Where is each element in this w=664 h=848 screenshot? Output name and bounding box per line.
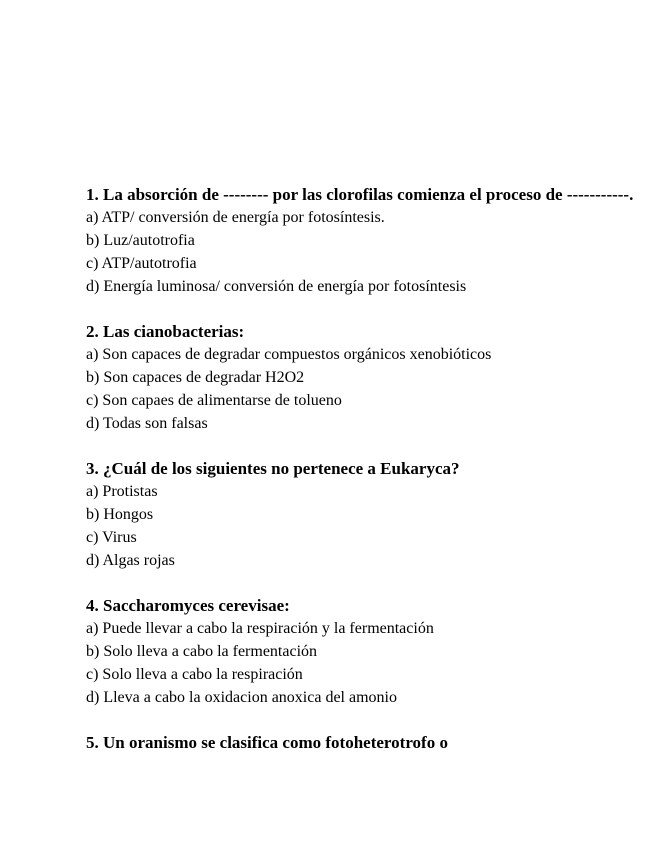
document-page xyxy=(86,183,646,776)
question-3 xyxy=(86,457,646,572)
question-1 xyxy=(86,183,646,298)
question-title: 1. La absorción de -------- por las clorofilas comienza el proceso de -----------. xyxy=(86,185,634,204)
answer-option: c) Solo lleva a cabo la respiración xyxy=(86,666,303,683)
question-4 xyxy=(86,594,646,709)
answer-option: c) Son capaes de alimentarse de tolueno xyxy=(86,392,342,409)
answer-option: c) Virus xyxy=(86,529,137,546)
answer-option: b) Solo lleva a cabo la fermentación xyxy=(86,643,318,660)
answer-option: b) Hongos xyxy=(86,506,154,523)
answer-option: b) Luz/autotrofia xyxy=(86,232,195,249)
answer-option: d) Lleva a cabo la oxidacion anoxica del amonio xyxy=(86,689,397,706)
question-title: 5. Un oranismo se clasifica como fotoheterotrofo o xyxy=(86,733,448,752)
answer-option: a) Puede llevar a cabo la respiración y la fermentación xyxy=(86,620,434,637)
question-title: 2. Las cianobacterias: xyxy=(86,322,245,341)
question-title: 4. Saccharomyces cerevisae: xyxy=(86,596,290,615)
answer-option: a) ATP/ conversión de energía por fotosíntesis. xyxy=(86,209,385,226)
answer-option: d) Energía luminosa/ conversión de energía por fotosíntesis xyxy=(86,278,467,295)
question-title: 3. ¿Cuál de los siguientes no pertenece a Eukaryca? xyxy=(86,459,460,478)
answer-option: a) Son capaces de degradar compuestos orgánicos xenobióticos xyxy=(86,346,492,363)
answer-option: b) Son capaces de degradar H2O2 xyxy=(86,369,305,386)
answer-option: c) ATP/autotrofia xyxy=(86,255,197,272)
question-2 xyxy=(86,320,646,435)
question-5 xyxy=(86,731,646,754)
answer-option: d) Algas rojas xyxy=(86,552,175,569)
answer-option: d) Todas son falsas xyxy=(86,415,208,432)
answer-option: a) Protistas xyxy=(86,483,158,500)
